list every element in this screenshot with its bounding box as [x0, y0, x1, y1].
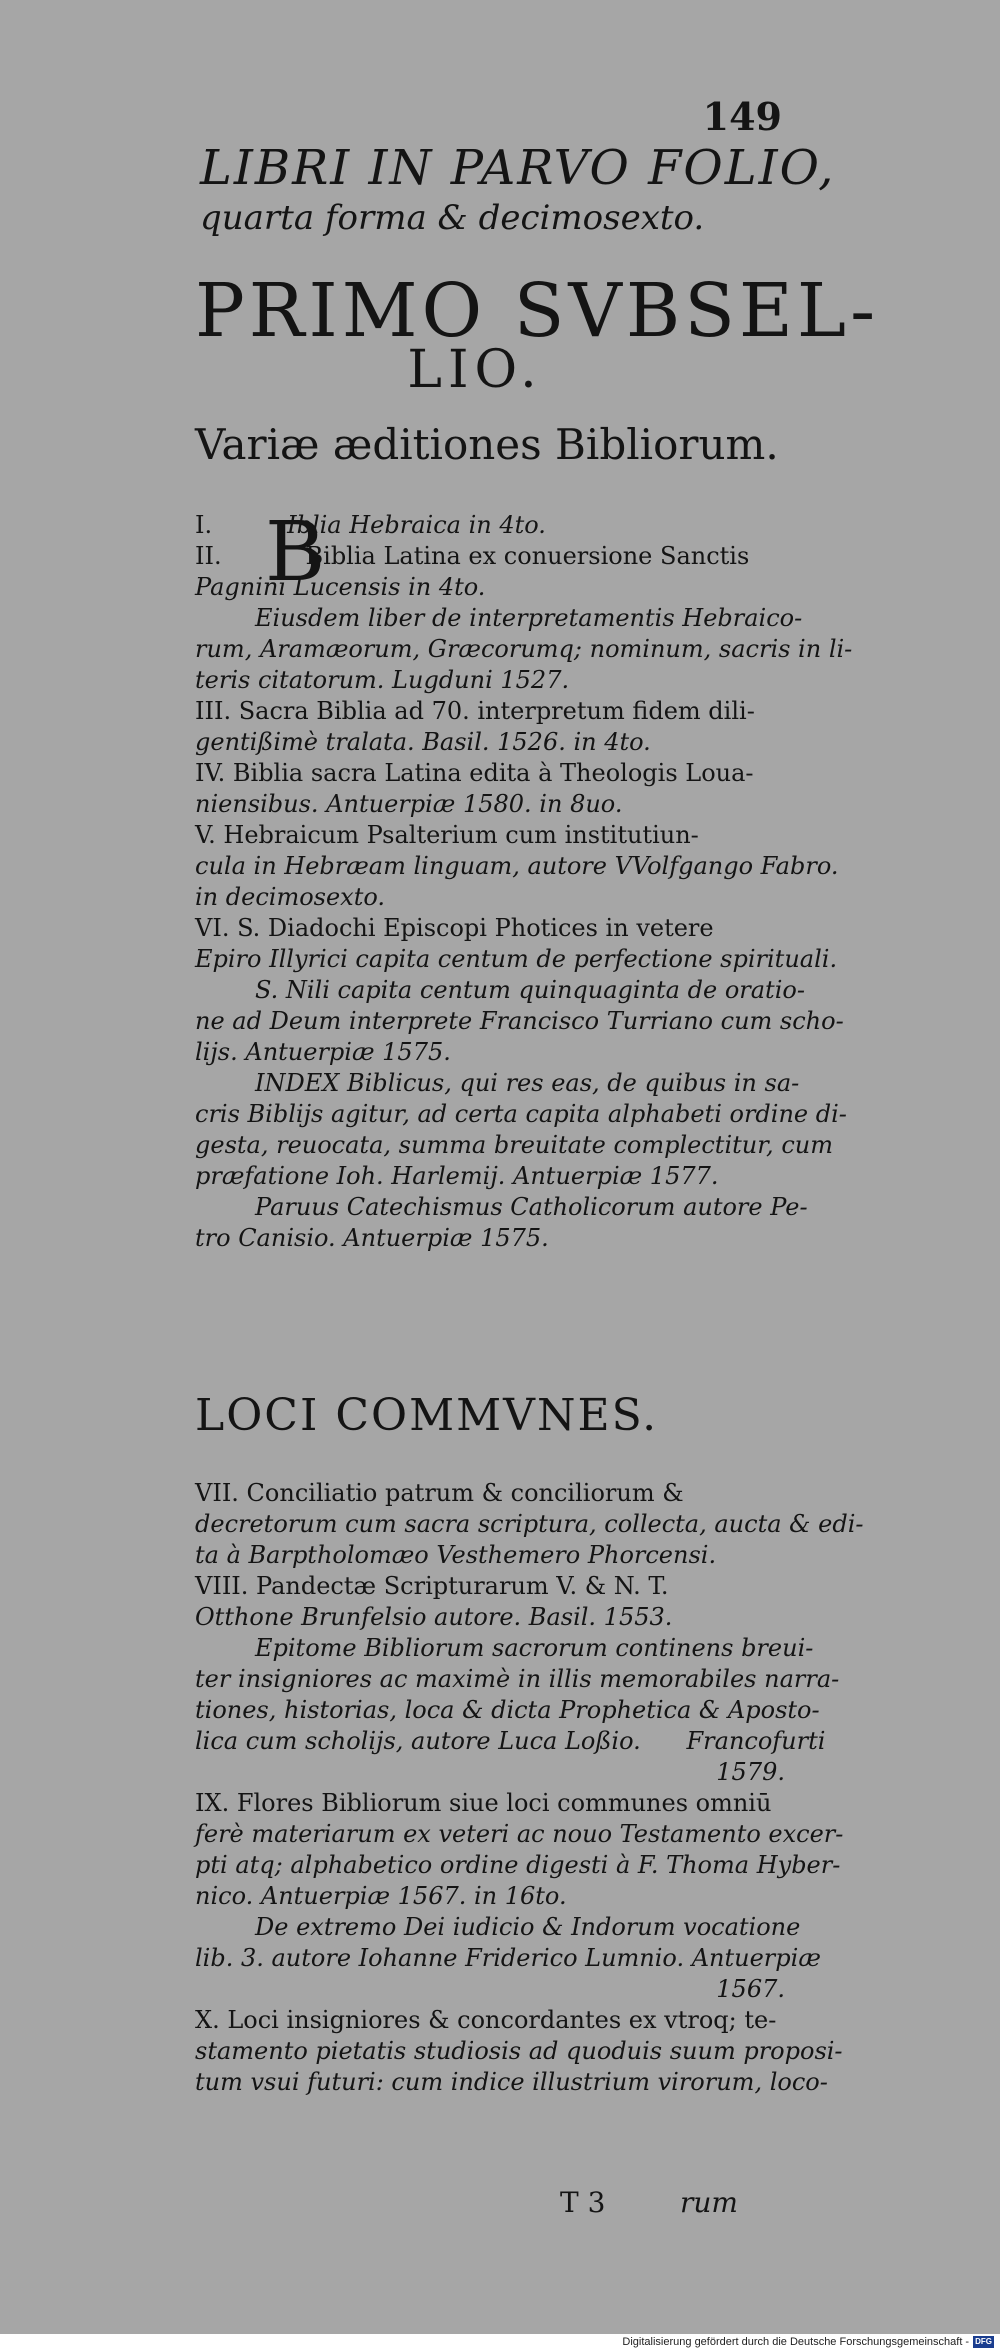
entry-line: Epitome Bibliorum sacrorum continens breui-: [255, 1634, 814, 1662]
entry-line: 1579.: [716, 1758, 785, 1786]
entry-line: lib. 3. autore Iohanne Friderico Lumnio. Antuerpiæ: [195, 1944, 821, 1972]
entry-line: cris Biblijs agitur, ad certa capita alphabeti ordine di-: [195, 1100, 847, 1128]
entry-line: lica cum scholijs, autore Luca Loßio. Francofurti: [195, 1727, 826, 1755]
entry-line: VI. S. Diadochi Episcopi Photices in vetere: [195, 914, 714, 942]
entry-line: ter insigniores ac maximè in illis memorabiles narra-: [195, 1665, 840, 1693]
entry-line: V. Hebraicum Psalterium cum institutiun-: [195, 821, 699, 849]
entry-line: rum, Aramæorum, Græcorumq; nominum, sacris in li-: [195, 635, 853, 663]
entry-line: gentißimè tralata. Basil. 1526. in 4to.: [195, 728, 651, 756]
entry-line: INDEX Biblicus, qui res eas, de quibus in sa-: [255, 1069, 800, 1097]
entry-line: cula in Hebræam linguam, autore VVolfgango Fabro.: [195, 852, 839, 880]
entry-line: tiones, historias, loca & dicta Prophetica & Aposto-: [195, 1696, 820, 1724]
entry-line: tro Canisio. Antuerpiæ 1575.: [195, 1224, 549, 1252]
page-number: 149: [702, 94, 782, 139]
entry-line: Eiusdem liber de interpretamentis Hebraico-: [255, 604, 803, 632]
entry-line: X. Loci insigniores & concordantes ex vtroq; te-: [195, 2006, 777, 2034]
entry-line: lijs. Antuerpiæ 1575.: [195, 1038, 451, 1066]
entry-line: stamento pietatis studiosis ad quoduis suum proposi-: [195, 2037, 843, 2065]
section-heading-line-1: PRIMO SVBSEL-: [195, 268, 880, 354]
entry-line: De extremo Dei iudicio & Indorum vocatione: [255, 1913, 801, 1941]
entry-line: Epiro Illyrici capita centum de perfectione spirituali.: [195, 945, 838, 973]
loci-communes-heading: LOCI COMMVNES.: [195, 1390, 659, 1441]
catchword: rum: [680, 2186, 738, 2219]
entry-line: VII. Conciliatio patrum & conciliorum &: [195, 1479, 684, 1507]
entry-line: decretorum cum sacra scriptura, collecta, aucta & edi-: [195, 1510, 864, 1538]
entry-line: in decimosexto.: [195, 883, 386, 911]
entry-line: II. Biblia Latina ex conuersione Sanctis: [195, 542, 750, 570]
entry-line: ta à Barptholomæo Vesthemero Phorcensi.: [195, 1541, 717, 1569]
first-entry-rest: Iblia Hebraica in 4to.: [287, 511, 546, 539]
entry-line: niensibus. Antuerpiæ 1580. in 8uo.: [195, 790, 623, 818]
funding-footer: [622, 2336, 994, 2348]
entry-line: ferè materiarum ex veteri ac nouo Testamento excer-: [195, 1820, 844, 1848]
entry-line: tum vsui futuri: cum indice illustrium virorum, loco-: [195, 2068, 828, 2096]
drop-cap: B: [265, 505, 326, 600]
entry-line: gesta, reuocata, summa breuitate complectitur, cum: [195, 1131, 833, 1159]
entry-line: Pagnini Lucensis in 4to.: [195, 573, 486, 601]
entry-line: teris citatorum. Lugduni 1527.: [195, 666, 570, 694]
entry-line: ne ad Deum interprete Francisco Turriano cum scho-: [195, 1007, 844, 1035]
book-title-line-2: quarta forma & decimosexto.: [200, 198, 705, 238]
entry-line: [195, 510, 795, 541]
catchword-line: [560, 2186, 780, 2219]
entry-line: pti atq; alphabetico ordine digesti à F. Thoma Hyber-: [195, 1851, 841, 1879]
entry-line: VIII. Pandectæ Scripturarum V. & N. T.: [195, 1572, 669, 1600]
subheading: Variæ æditiones Bibliorum.: [195, 420, 779, 469]
section-1-entries: [195, 505, 853, 1254]
book-title-line-1: LIBRI IN PARVO FOLIO,: [200, 140, 836, 196]
dfg-logo-icon: DFG: [975, 2337, 992, 2346]
entry-line: Paruus Catechismus Catholicorum autore Pe-: [255, 1193, 808, 1221]
entry-line: præfatione Ioh. Harlemij. Antuerpiæ 1577.: [195, 1162, 719, 1190]
entry-line: 1567.: [716, 1975, 785, 2003]
entry-line: IX. Flores Bibliorum siue loci communes omniū: [195, 1789, 772, 1817]
footer-text: Digitalisierung gefördert durch die Deutsche Forschungsgemeinschaft -: [622, 2336, 970, 2348]
entry-line: Otthone Brunfelsio autore. Basil. 1553.: [195, 1603, 673, 1631]
entry-line: S. Nili capita centum quinquaginta de oratio-: [255, 976, 805, 1004]
entry-line: III. Sacra Biblia ad 70. interpretum fidem dili-: [195, 697, 755, 725]
entry-line-text: I.: [195, 511, 213, 539]
section-2-entries: [195, 1478, 864, 2098]
section-heading-line-2: LIO.: [407, 340, 543, 400]
entry-line: IV. Biblia sacra Latina edita à Theologis Loua-: [195, 759, 754, 787]
signature-mark: T 3: [560, 2186, 606, 2219]
entry-line: nico. Antuerpiæ 1567. in 16to.: [195, 1882, 567, 1910]
